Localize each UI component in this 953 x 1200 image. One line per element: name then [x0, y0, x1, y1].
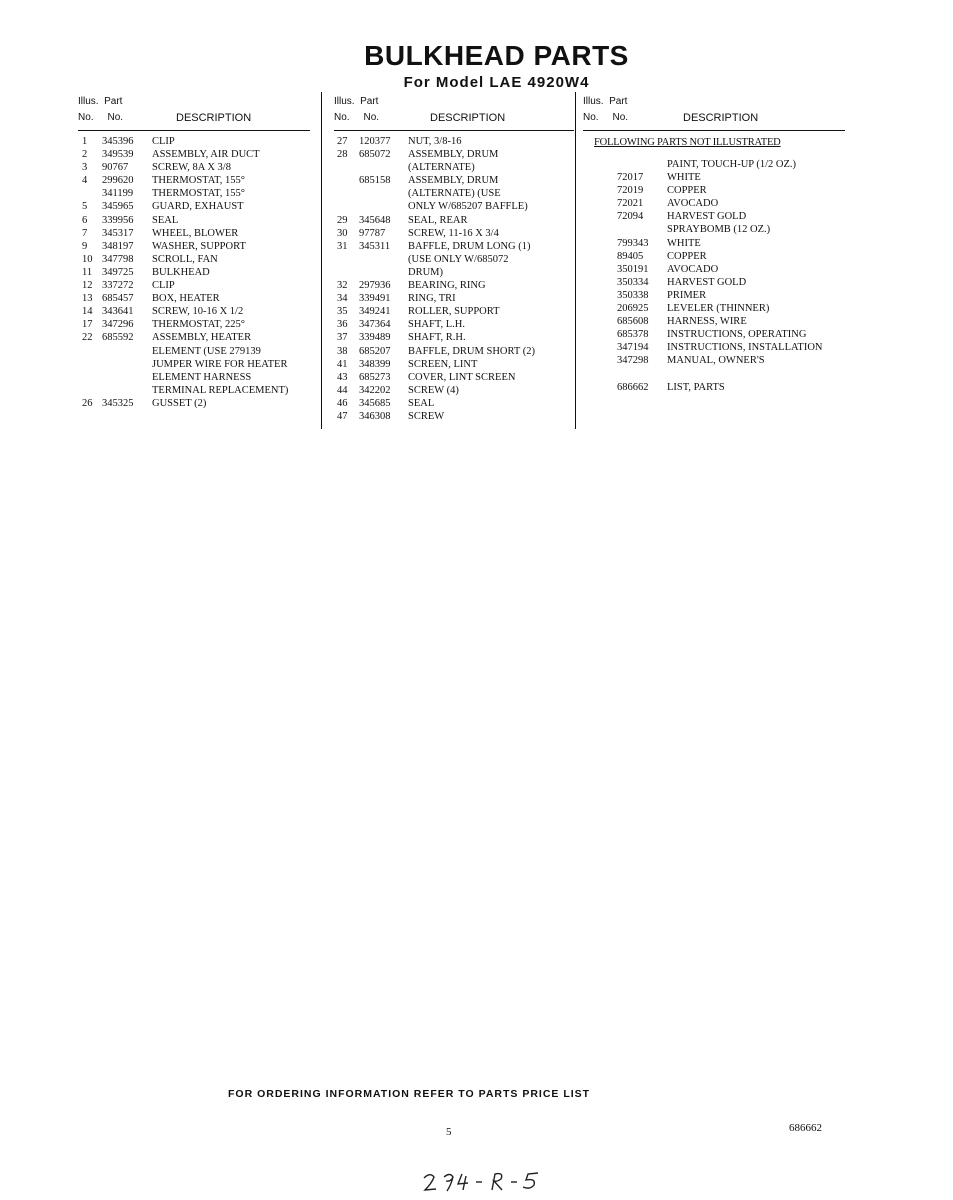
- illus-number: 37: [337, 332, 348, 344]
- part-row: [334, 358, 574, 371]
- part-description: RING, TRI: [408, 293, 456, 305]
- part-number: 685207: [359, 345, 391, 357]
- part-description: SHAFT, R.H.: [408, 332, 466, 344]
- illus-number: 44: [337, 384, 348, 396]
- part-description: SCREW (4): [408, 384, 459, 396]
- part-description: INSTRUCTIONS, OPERATING: [667, 329, 807, 341]
- part-description: (USE ONLY W/685072: [408, 253, 509, 265]
- part-description: ELEMENT (USE 279139: [152, 345, 261, 357]
- part-row: [334, 253, 574, 266]
- part-number: 72019: [617, 185, 644, 197]
- illus-number: 28: [337, 149, 348, 161]
- part-row: [78, 305, 310, 318]
- illus-number: 7: [82, 227, 88, 239]
- illus-number: 32: [337, 280, 348, 292]
- part-description: WHITE: [667, 172, 701, 184]
- part-description: SCREW: [408, 410, 445, 422]
- part-description: HARNESS, WIRE: [667, 316, 747, 328]
- part-number: 350334: [617, 276, 649, 288]
- part-description: INSTRUCTIONS, INSTALLATION: [667, 342, 823, 354]
- part-row: [583, 328, 845, 341]
- part-row: [78, 240, 310, 253]
- part-description: ASSEMBLY, AIR DUCT: [152, 149, 260, 161]
- part-number: 299620: [102, 175, 134, 187]
- part-number: 347296: [102, 319, 134, 331]
- part-description: TERMINAL REPLACEMENT): [152, 384, 289, 396]
- part-row: [334, 384, 574, 397]
- part-description: MANUAL, OWNER'S: [667, 355, 765, 367]
- part-description: ROLLER, SUPPORT: [408, 306, 500, 318]
- part-row: [583, 289, 845, 302]
- part-description: SCREEN, LINT: [408, 358, 478, 370]
- part-number: 206925: [617, 303, 649, 315]
- part-row: [334, 148, 574, 161]
- illus-number: 2: [82, 149, 88, 161]
- part-row: [334, 305, 574, 318]
- illus-number: 30: [337, 227, 348, 239]
- part-description: WHEEL, BLOWER: [152, 227, 239, 239]
- part-description: HARVEST GOLD: [667, 276, 747, 288]
- part-row: [334, 174, 574, 187]
- handwritten-annotation: [420, 1168, 550, 1194]
- header-illus: Illus.: [583, 96, 604, 107]
- part-description: ONLY W/685207 BAFFLE): [408, 201, 528, 213]
- part-row: [78, 161, 310, 174]
- part-description: SCREW, 10-16 X 1/2: [152, 306, 244, 318]
- part-number: 72094: [617, 211, 644, 223]
- part-number: 345965: [102, 201, 134, 213]
- part-row: [583, 354, 845, 367]
- illus-number: 29: [337, 214, 348, 226]
- part-row: [334, 410, 574, 423]
- part-row: [78, 200, 310, 213]
- part-number: 345325: [102, 397, 134, 409]
- illus-number: 27: [337, 136, 348, 147]
- part-description: PAINT, TOUCH-UP (1/2 OZ.): [667, 159, 797, 170]
- part-number: 685072: [359, 149, 391, 161]
- not-illustrated-note: FOLLOWING PARTS NOT ILLUSTRATED: [594, 137, 781, 148]
- part-description: BEARING, RING: [408, 280, 486, 292]
- parts-list: [78, 135, 310, 410]
- illus-number: 46: [337, 397, 348, 409]
- part-number: 347194: [617, 342, 649, 354]
- header-part: Part: [609, 96, 628, 107]
- part-number: 799343: [617, 237, 649, 249]
- document-number: 686662: [789, 1122, 822, 1134]
- column-divider: [575, 92, 576, 429]
- illus-number: 3: [82, 162, 88, 174]
- part-number: 349725: [102, 266, 134, 278]
- part-row: [78, 266, 310, 279]
- part-number: 89405: [617, 250, 644, 262]
- part-description: BULKHEAD: [152, 266, 210, 278]
- part-number: 342202: [359, 384, 391, 396]
- part-description: AVOCADO: [667, 263, 719, 275]
- part-row: [334, 240, 574, 253]
- part-row: [334, 266, 574, 279]
- part-description: PRIMER: [667, 289, 707, 301]
- illus-number: 1: [82, 136, 88, 147]
- part-row: [583, 197, 845, 210]
- part-row: [334, 331, 574, 344]
- part-number: 349241: [359, 306, 391, 318]
- part-row: [78, 345, 310, 358]
- part-description: COVER, LINT SCREEN: [408, 371, 516, 383]
- part-row: [78, 318, 310, 331]
- header-no: No.: [78, 112, 94, 123]
- part-number: 350338: [617, 289, 649, 301]
- part-number: 120377: [359, 136, 391, 147]
- part-row: [78, 358, 310, 371]
- part-row: [78, 187, 310, 200]
- part-row: [583, 237, 845, 250]
- part-number: 350191: [617, 263, 649, 275]
- part-number: 685592: [102, 332, 134, 344]
- part-description: (ALTERNATE): [408, 162, 475, 174]
- part-number: 348399: [359, 358, 391, 370]
- part-number: 345648: [359, 214, 391, 226]
- part-number: 345311: [359, 240, 391, 252]
- part-row: [78, 135, 310, 148]
- column-header: [78, 94, 310, 131]
- part-number: 343641: [102, 306, 134, 318]
- part-row: [334, 371, 574, 384]
- part-row: [78, 227, 310, 240]
- illus-number: 12: [82, 280, 93, 292]
- part-description: THERMOSTAT, 155°: [152, 175, 245, 187]
- part-description: BAFFLE, DRUM LONG (1): [408, 240, 531, 252]
- part-description: THERMOSTAT, 155°: [152, 188, 245, 200]
- part-number: 685457: [102, 293, 134, 305]
- column-header: [334, 94, 574, 131]
- illus-number: 14: [82, 306, 93, 318]
- part-row: [334, 397, 574, 410]
- part-description: CLIP: [152, 280, 175, 292]
- part-number: 685378: [617, 329, 649, 341]
- part-description: SPRAYBOMB (12 OZ.): [667, 224, 771, 236]
- header-no-2: No.: [107, 112, 124, 123]
- part-row: [583, 341, 845, 354]
- header-description: DESCRIPTION: [176, 112, 252, 124]
- illus-number: 9: [82, 240, 88, 252]
- illus-number: 43: [337, 371, 348, 383]
- illus-number: 4: [82, 175, 88, 187]
- part-number: 685608: [617, 316, 649, 328]
- header-no: No.: [334, 112, 350, 123]
- part-row: [583, 210, 845, 223]
- part-number: 686662: [617, 381, 649, 393]
- column-header: [583, 94, 845, 131]
- illus-number: 6: [82, 214, 88, 226]
- part-row: [78, 148, 310, 161]
- part-description: SEAL, REAR: [408, 214, 468, 226]
- part-number: 347298: [617, 355, 649, 367]
- part-number: 348197: [102, 240, 134, 252]
- part-number: 347364: [359, 319, 391, 331]
- part-row: [583, 302, 845, 315]
- header-no-2: No.: [612, 112, 629, 123]
- part-description: SCREW, 8A X 3/8: [152, 162, 231, 174]
- part-description: NUT, 3/8-16: [408, 136, 462, 147]
- part-number: 339956: [102, 214, 134, 226]
- part-row: [334, 292, 574, 305]
- part-number: 685273: [359, 371, 391, 383]
- part-number: 347798: [102, 253, 134, 265]
- part-number: 72021: [617, 198, 644, 210]
- part-description: SEAL: [408, 397, 435, 409]
- part-number: 72017: [617, 172, 644, 184]
- parts-column-2: [334, 94, 574, 423]
- illus-number: 11: [82, 266, 93, 278]
- page-number: 5: [446, 1126, 452, 1138]
- illus-number: 34: [337, 293, 348, 305]
- illus-number: 35: [337, 306, 348, 318]
- part-number: 339489: [359, 332, 391, 344]
- header-illus: Illus.: [334, 96, 355, 107]
- illus-number: 41: [337, 358, 348, 370]
- part-row: [583, 276, 845, 289]
- part-row: [334, 345, 574, 358]
- header-no: No.: [583, 112, 599, 123]
- part-description: LEVELER (THINNER): [667, 303, 770, 315]
- part-description: DRUM): [408, 266, 444, 278]
- part-description: AVOCADO: [667, 198, 719, 210]
- illus-number: 17: [82, 319, 93, 331]
- part-row: [583, 184, 845, 197]
- part-number: 97787: [359, 227, 386, 239]
- part-row: [334, 318, 574, 331]
- header-part: Part: [104, 96, 123, 107]
- ordering-info-footer: FOR ORDERING INFORMATION REFER TO PARTS PRICE LIST: [228, 1088, 591, 1100]
- part-description: BOX, HEATER: [152, 293, 220, 305]
- part-number: 346308: [359, 410, 391, 422]
- part-row: [334, 227, 574, 240]
- part-row: [78, 331, 310, 344]
- part-number: 337272: [102, 280, 134, 292]
- page-title: BULKHEAD PARTS: [364, 40, 629, 71]
- part-row: [334, 279, 574, 292]
- illus-number: 26: [82, 397, 93, 409]
- part-number: 345685: [359, 397, 391, 409]
- part-number: 339491: [359, 293, 391, 305]
- part-row: [583, 171, 845, 184]
- part-description: COPPER: [667, 185, 707, 197]
- parts-column-1: [78, 94, 310, 410]
- part-row: [583, 381, 845, 394]
- part-row: [334, 200, 574, 213]
- column-divider: [321, 92, 322, 429]
- part-description: (ALTERNATE) (USE: [408, 188, 501, 200]
- header-part: Part: [360, 96, 379, 107]
- part-row: [78, 279, 310, 292]
- part-description: SHAFT, L.H.: [408, 319, 465, 331]
- model-subtitle: For Model LAE 4920W4: [403, 74, 590, 91]
- part-number: 685158: [359, 175, 391, 187]
- part-row: [78, 397, 310, 410]
- part-row: [334, 135, 574, 148]
- illus-number: 22: [82, 332, 93, 344]
- parts-column-3: [583, 94, 845, 394]
- part-number: 345396: [102, 136, 134, 147]
- part-description: ELEMENT HARNESS: [152, 371, 252, 383]
- part-row: [583, 223, 845, 236]
- header-no-2: No.: [363, 112, 380, 123]
- part-number: 341199: [102, 188, 134, 200]
- part-description: SCROLL, FAN: [152, 253, 218, 265]
- part-row: [334, 161, 574, 174]
- part-row: [334, 214, 574, 227]
- part-description: JUMPER WIRE FOR HEATER: [152, 358, 288, 370]
- part-row: [334, 187, 574, 200]
- part-number: 345317: [102, 227, 134, 239]
- illus-number: 47: [337, 410, 348, 422]
- part-description: SCREW, 11-16 X 3/4: [408, 227, 499, 239]
- part-row: [78, 174, 310, 187]
- part-row: [78, 214, 310, 227]
- part-row: [583, 263, 845, 276]
- part-description: SEAL: [152, 214, 179, 226]
- part-row: [78, 371, 310, 384]
- part-description: LIST, PARTS: [667, 381, 725, 393]
- part-number: 90767: [102, 162, 129, 174]
- part-description: ASSEMBLY, DRUM: [408, 175, 499, 187]
- part-description: HARVEST GOLD: [667, 211, 747, 223]
- part-description: ASSEMBLY, HEATER: [152, 332, 252, 344]
- row-spacer: [583, 368, 845, 381]
- part-row: [583, 315, 845, 328]
- illus-number: 31: [337, 240, 348, 252]
- part-description: THERMOSTAT, 225°: [152, 319, 245, 331]
- part-row: [78, 384, 310, 397]
- illus-number: 38: [337, 345, 348, 357]
- part-description: WASHER, SUPPORT: [152, 240, 246, 252]
- header-description: DESCRIPTION: [430, 112, 506, 124]
- part-number: 297936: [359, 280, 391, 292]
- part-row: [583, 158, 845, 171]
- parts-list: [334, 135, 574, 423]
- illus-number: 5: [82, 201, 88, 213]
- part-row: [78, 253, 310, 266]
- part-description: WHITE: [667, 237, 701, 249]
- part-description: GUSSET (2): [152, 397, 207, 409]
- illus-number: 10: [82, 253, 93, 265]
- illus-number: 13: [82, 293, 93, 305]
- part-description: COPPER: [667, 250, 707, 262]
- part-description: CLIP: [152, 136, 175, 147]
- header-description: DESCRIPTION: [683, 112, 759, 124]
- part-row: [78, 292, 310, 305]
- part-description: ASSEMBLY, DRUM: [408, 149, 499, 161]
- part-description: GUARD, EXHAUST: [152, 201, 244, 213]
- part-row: [583, 250, 845, 263]
- part-number: 349539: [102, 149, 134, 161]
- parts-list: [583, 158, 845, 394]
- part-description: BAFFLE, DRUM SHORT (2): [408, 345, 535, 357]
- illus-number: 36: [337, 319, 348, 331]
- header-illus: Illus.: [78, 96, 99, 107]
